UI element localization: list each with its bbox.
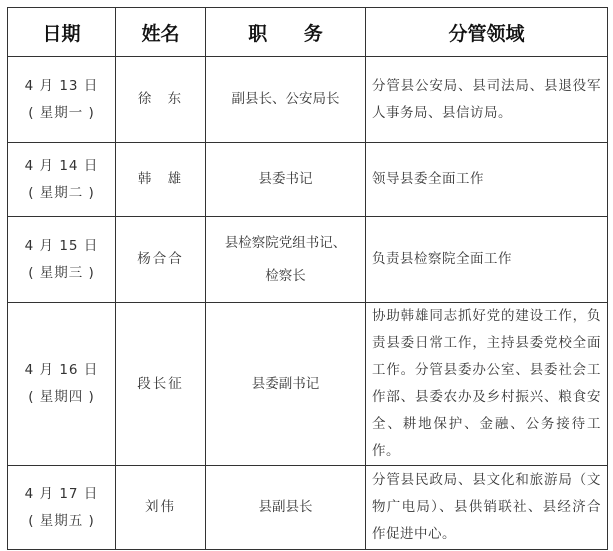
position-cell <box>206 303 366 466</box>
area-text: 分管县民政局、县文化和旅游局（文物广电局）、县供销联社、县经济合作促进中心。 <box>372 472 601 542</box>
header-row <box>8 8 608 57</box>
name-cell: 段长征 <box>116 303 206 466</box>
area-cell <box>366 303 608 466</box>
date-text: 4 月 13 日 <box>24 77 99 94</box>
weekday-text: ( 星期三 ) <box>28 264 95 281</box>
table-row <box>8 57 608 143</box>
position-cell <box>206 217 366 303</box>
area-text: 负责县检察院全面工作 <box>372 251 512 267</box>
position-line: 副县长、公安局长 <box>231 91 340 107</box>
date-text: 4 月 17 日 <box>24 485 99 502</box>
weekday-text: ( 星期一 ) <box>28 104 95 121</box>
header-name: 姓名 <box>116 8 206 57</box>
position-cell <box>206 57 366 143</box>
area-cell <box>366 466 608 550</box>
name-cell: 杨合合 <box>116 217 206 303</box>
table-row <box>8 466 608 550</box>
position-line: 县副县长 <box>258 499 313 515</box>
table-row <box>8 143 608 217</box>
area-text: 协助韩雄同志抓好党的建设工作，负责县委日常工作，主持县委党校全面工作。分管县委办公室、县委社会工作部、县委农办及乡村振兴、粮食安全、耕地保护、金融、公务接待工作。 <box>372 308 601 459</box>
area-cell <box>366 143 608 217</box>
date-cell <box>8 217 116 303</box>
position-cell <box>206 143 366 217</box>
table-row <box>8 217 608 303</box>
position-line: 县检察院党组书记、 <box>224 234 347 251</box>
date-text: 4 月 14 日 <box>24 157 99 174</box>
header-date: 日期 <box>8 8 116 57</box>
date-cell <box>8 57 116 143</box>
name-cell: 徐 东 <box>116 57 206 143</box>
position-line: 检察长 <box>265 267 306 284</box>
area-cell <box>366 57 608 143</box>
header-position: 职 务 <box>206 8 366 57</box>
date-text: 4 月 16 日 <box>24 362 99 378</box>
position-cell <box>206 466 366 550</box>
duty-schedule-table <box>7 7 608 550</box>
date-text: 4 月 15 日 <box>24 237 99 254</box>
area-text: 领导县委全面工作 <box>372 171 484 187</box>
area-text: 分管县公安局、县司法局、县退役军人事务局、县信访局。 <box>372 77 601 121</box>
header-area: 分管领域 <box>366 8 608 57</box>
weekday-text: ( 星期二 ) <box>28 184 95 201</box>
weekday-text: ( 星期四 ) <box>28 389 95 405</box>
position-line: 县委书记 <box>258 171 313 187</box>
position-line: 县委副书记 <box>251 375 320 392</box>
date-cell <box>8 303 116 466</box>
date-cell <box>8 143 116 217</box>
name-cell: 韩 雄 <box>116 143 206 217</box>
date-cell <box>8 466 116 550</box>
name-cell: 刘伟 <box>116 466 206 550</box>
weekday-text: ( 星期五 ) <box>28 512 95 529</box>
area-cell <box>366 217 608 303</box>
table-row <box>8 303 608 466</box>
